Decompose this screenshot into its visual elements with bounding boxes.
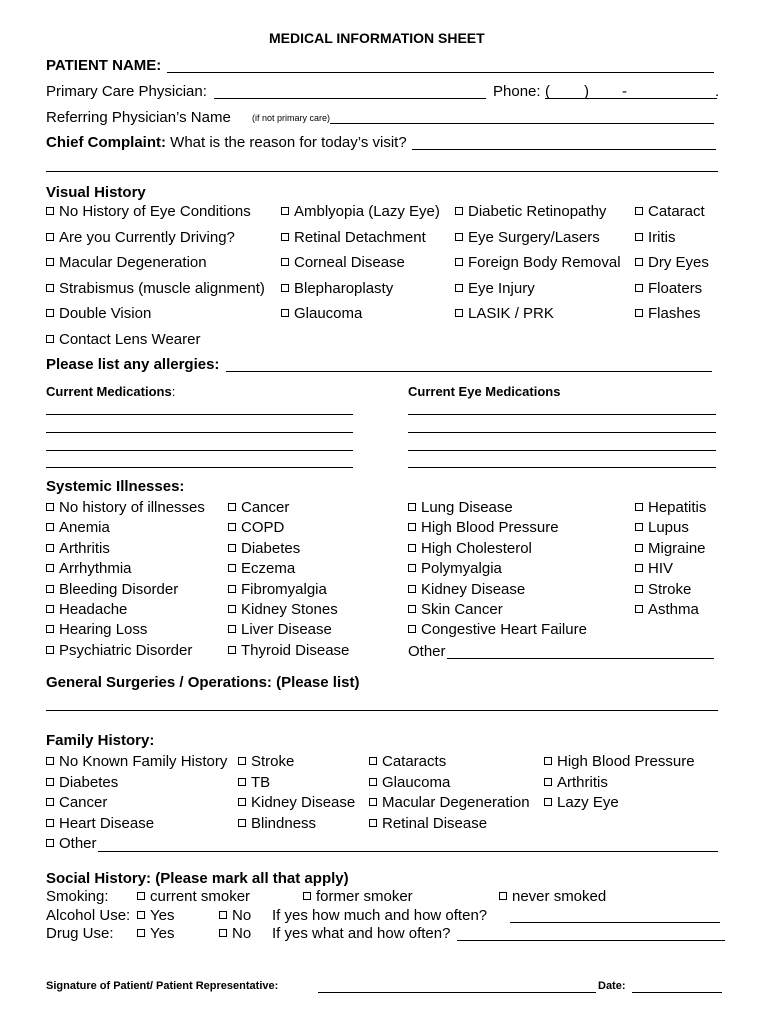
- checkbox-label: Retinal Detachment: [294, 228, 426, 246]
- complaint-field[interactable]: [412, 149, 716, 150]
- checkbox-label: Lupus: [648, 519, 689, 537]
- checkbox-square[interactable]: [46, 284, 54, 292]
- checkbox-square[interactable]: [281, 207, 289, 215]
- checkbox-label: TB: [251, 773, 271, 791]
- smoking-current-checkbox[interactable]: current smoker: [137, 889, 250, 904]
- visual-no-history-of-eye-conditions-checkbox[interactable]: [46, 204, 251, 219]
- checkbox-square[interactable]: [635, 284, 643, 292]
- referring-note: (if not primary care): [252, 113, 331, 123]
- checkbox-square[interactable]: [455, 258, 463, 266]
- checkbox-label: Migraine: [648, 539, 706, 557]
- systemic-eczema-checkbox[interactable]: [228, 561, 295, 576]
- complaint-question: What is the reason for today’s visit?: [170, 134, 407, 151]
- checkbox-square[interactable]: [46, 585, 54, 593]
- family-high-blood-pressure-checkbox[interactable]: [544, 754, 695, 769]
- phone-area-open: (: [545, 83, 550, 100]
- checkbox-label: COPD: [241, 519, 285, 537]
- checkbox-label: Glaucoma: [294, 305, 363, 323]
- alcohol-label: Alcohol Use:: [46, 907, 131, 924]
- phone-area-close: ): [584, 83, 589, 100]
- checkbox-label: Cancer: [59, 794, 108, 812]
- date-label: Date:: [598, 980, 626, 992]
- systemic-kidney-stones-checkbox[interactable]: [228, 602, 338, 617]
- checkbox-label: Anemia: [59, 519, 110, 537]
- checkbox-square[interactable]: [46, 646, 54, 654]
- phone-field[interactable]: [545, 98, 717, 99]
- checkbox-label: Heart Disease: [59, 814, 155, 832]
- checkbox-square[interactable]: [228, 564, 236, 572]
- checkbox-label: Cataracts: [382, 753, 447, 770]
- checkbox-label: Diabetes: [241, 539, 301, 557]
- checkbox-label: Eye Surgery/Lasers: [468, 228, 600, 246]
- checkbox-square[interactable]: [46, 233, 54, 241]
- checkbox-label: Diabetes: [59, 773, 119, 791]
- family-cataracts-checkbox[interactable]: [369, 754, 446, 769]
- visual-cataract-checkbox[interactable]: [635, 204, 705, 219]
- phone-dash: -: [622, 83, 627, 100]
- social-heading: Social History: (Please mark all that apply): [46, 870, 349, 887]
- drug-no-checkbox[interactable]: No: [219, 926, 251, 941]
- drug-yes-checkbox[interactable]: Yes: [137, 926, 174, 941]
- visual-double-vision-checkbox[interactable]: [46, 306, 151, 321]
- checkbox-square[interactable]: [46, 564, 54, 572]
- checkbox-square[interactable]: [544, 798, 552, 806]
- referring-field[interactable]: [330, 123, 714, 124]
- checkbox-label: Congestive Heart Failure: [421, 621, 587, 639]
- checkbox-label: No history of illnesses: [59, 499, 205, 516]
- allergies-label: Please list any allergies:: [46, 356, 220, 373]
- checkbox-square[interactable]: [281, 309, 289, 317]
- checkbox-label: Bleeding Disorder: [59, 580, 179, 598]
- current-medications-colon: :: [171, 384, 176, 399]
- systemic-other-field[interactable]: [447, 658, 714, 659]
- visual-flashes-checkbox[interactable]: [635, 306, 701, 321]
- checkbox-square[interactable]: [408, 544, 416, 552]
- systemic-lupus-checkbox[interactable]: [635, 520, 689, 535]
- checkbox-square[interactable]: [238, 778, 246, 786]
- checkbox-square[interactable]: [238, 798, 246, 806]
- systemic-arrhythmia-checkbox[interactable]: [46, 561, 132, 576]
- checkbox-label: Lazy Eye: [557, 794, 619, 812]
- checkbox-square[interactable]: [369, 798, 377, 806]
- checkbox-square[interactable]: [228, 625, 236, 633]
- checkbox-label: Fibromyalgia: [241, 580, 327, 598]
- checkbox-square[interactable]: [46, 207, 54, 215]
- visual-eye-surgery-lasers-checkbox[interactable]: [455, 230, 600, 245]
- checkbox-label: Thyroid Disease: [241, 641, 350, 659]
- systemic-skin-cancer-checkbox[interactable]: [408, 602, 503, 617]
- checkbox-label: Macular Degeneration: [382, 794, 530, 812]
- systemic-bleeding-disorder-checkbox[interactable]: [46, 582, 178, 597]
- smoking-former-checkbox[interactable]: former smoker: [303, 889, 413, 904]
- visual-lasik-prk-checkbox[interactable]: [455, 306, 554, 321]
- visual-corneal-disease-checkbox[interactable]: [281, 255, 405, 270]
- systemic-congestive-heart-failure-checkbox[interactable]: [408, 622, 587, 637]
- signature-field[interactable]: [318, 992, 596, 993]
- checkbox-square[interactable]: [635, 523, 643, 531]
- visual-are-you-currently-driving-checkbox[interactable]: [46, 230, 235, 245]
- checkbox-label: Polymyalgia: [421, 560, 502, 578]
- checkbox-square[interactable]: [281, 284, 289, 292]
- checkbox-label: Iritis: [648, 228, 676, 246]
- visual-strabismus-muscle-alignment-checkbox[interactable]: [46, 281, 265, 296]
- drug-question: If yes what and how often?: [272, 925, 451, 942]
- checkbox-square[interactable]: [238, 819, 246, 827]
- checkbox-label: Arthritis: [59, 539, 110, 557]
- checkbox-square[interactable]: [635, 233, 643, 241]
- phone-label: Phone:: [493, 83, 541, 100]
- systemic-copd-checkbox[interactable]: [228, 520, 284, 535]
- checkbox-label: Dry Eyes: [648, 254, 709, 272]
- alcohol-yes-checkbox[interactable]: Yes: [137, 908, 174, 923]
- systemic-polymyalgia-checkbox[interactable]: [408, 561, 502, 576]
- systemic-hearing-loss-checkbox[interactable]: [46, 622, 147, 637]
- date-field[interactable]: [632, 992, 722, 993]
- family-cancer-checkbox[interactable]: [46, 795, 107, 810]
- checkbox-label: Blindness: [251, 814, 317, 832]
- checkbox-square[interactable]: [46, 819, 54, 827]
- checkbox-square[interactable]: [46, 839, 54, 847]
- checkbox-square[interactable]: [408, 564, 416, 572]
- checkbox-square[interactable]: [228, 605, 236, 613]
- smoking-never-checkbox[interactable]: never smoked: [499, 889, 606, 904]
- checkbox-label: Cataract: [648, 203, 705, 220]
- checkbox-square[interactable]: [544, 757, 552, 765]
- alcohol-field[interactable]: [510, 922, 720, 923]
- checkbox-label: Stroke: [251, 753, 295, 770]
- checkbox-square[interactable]: [369, 778, 377, 786]
- checkbox-label: Glaucoma: [382, 773, 451, 791]
- family-other-field[interactable]: [98, 851, 718, 852]
- systemic-asthma-checkbox[interactable]: [635, 602, 699, 617]
- checkbox-label: Asthma: [648, 601, 699, 618]
- current-medications-line-2[interactable]: [46, 432, 353, 433]
- checkbox-label: Stroke: [648, 580, 692, 598]
- phone-end: .: [715, 83, 720, 100]
- checkbox-label: No History of Eye Conditions: [59, 203, 251, 220]
- checkbox-square[interactable]: [46, 523, 54, 531]
- page-title: MEDICAL INFORMATION SHEET: [269, 30, 485, 46]
- family-blindness-checkbox[interactable]: [238, 816, 316, 831]
- systemic-anemia-checkbox[interactable]: [46, 520, 110, 535]
- visual-retinal-detachment-checkbox[interactable]: [281, 230, 426, 245]
- checkbox-label: Foreign Body Removal: [468, 254, 621, 272]
- systemic-other-label: Other: [408, 643, 446, 660]
- checkbox-label: Psychiatric Disorder: [59, 641, 193, 659]
- checkbox-label: High Cholesterol: [421, 539, 532, 557]
- systemic-heading: Systemic Illnesses:: [46, 478, 185, 495]
- systemic-no-history-of-illnesses-checkbox[interactable]: [46, 500, 205, 515]
- checkbox-label: Lung Disease: [421, 499, 513, 516]
- systemic-kidney-disease-checkbox[interactable]: [408, 582, 525, 597]
- visual-eye-injury-checkbox[interactable]: [455, 281, 535, 296]
- visual-glaucoma-checkbox[interactable]: [281, 306, 362, 321]
- patient-name-field[interactable]: [167, 72, 714, 73]
- checkbox-label: Amblyopia (Lazy Eye): [294, 203, 440, 220]
- surgeries-label: General Surgeries / Operations: (Please list): [46, 674, 360, 691]
- checkbox-label: Macular Degeneration: [59, 254, 207, 272]
- checkbox-label: Cancer: [241, 499, 290, 516]
- systemic-lung-disease-checkbox[interactable]: [408, 500, 513, 515]
- family-lazy-eye-checkbox[interactable]: [544, 795, 619, 810]
- family-arthritis-checkbox[interactable]: [544, 775, 608, 790]
- checkbox-label: HIV: [648, 560, 674, 578]
- referring-label: Referring Physician’s Name: [46, 109, 231, 126]
- eye-medications-line-4[interactable]: [408, 467, 716, 468]
- checkbox-square[interactable]: [635, 544, 643, 552]
- systemic-headache-checkbox[interactable]: [46, 602, 127, 617]
- systemic-diabetes-checkbox[interactable]: [228, 541, 300, 556]
- current-medications-label: Current Medications: [46, 384, 172, 399]
- drug-field[interactable]: [457, 940, 725, 941]
- checkbox-square[interactable]: [635, 585, 643, 593]
- checkbox-label: Arrhythmia: [59, 560, 132, 578]
- checkbox-label: Strabismus (muscle alignment): [59, 279, 265, 297]
- checkbox-square[interactable]: [455, 233, 463, 241]
- checkbox-square[interactable]: [46, 605, 54, 613]
- checkbox-square[interactable]: [281, 258, 289, 266]
- checkbox-label: Retinal Disease: [382, 814, 488, 832]
- checkbox-square[interactable]: [46, 309, 54, 317]
- current-medications: [46, 385, 175, 398]
- checkbox-square[interactable]: [369, 757, 377, 765]
- complaint-field-2[interactable]: [46, 171, 718, 172]
- systemic-migraine-checkbox[interactable]: [635, 541, 706, 556]
- eye-medications-line-3[interactable]: [408, 450, 716, 451]
- checkbox-square[interactable]: [46, 625, 54, 633]
- systemic-high-cholesterol-checkbox[interactable]: [408, 541, 532, 556]
- checkbox-label: Hepatitis: [648, 499, 707, 516]
- systemic-arthritis-checkbox[interactable]: [46, 541, 110, 556]
- chief-complaint: [46, 135, 407, 150]
- current-medications-line-4[interactable]: [46, 467, 353, 468]
- checkbox-square[interactable]: [408, 605, 416, 613]
- checkbox-label: Headache: [59, 601, 128, 618]
- checkbox-label: Liver Disease: [241, 621, 332, 639]
- current-medications-line-3[interactable]: [46, 450, 353, 451]
- checkbox-label: Contact Lens Wearer: [59, 331, 201, 348]
- current-medications-line-1[interactable]: [46, 414, 353, 415]
- checkbox-square[interactable]: [635, 564, 643, 572]
- systemic-fibromyalgia-checkbox[interactable]: [228, 582, 327, 597]
- checkbox-label: Blepharoplasty: [294, 279, 394, 297]
- checkbox-label: No Known Family History: [59, 753, 228, 770]
- checkbox-square[interactable]: [46, 757, 54, 765]
- family-other-checkbox[interactable]: [46, 836, 97, 851]
- checkbox-label: Other: [59, 835, 97, 853]
- checkbox-square[interactable]: [46, 778, 54, 786]
- family-kidney-disease-checkbox[interactable]: [238, 795, 355, 810]
- alcohol-question: If yes how much and how often?: [272, 907, 488, 924]
- checkbox-square[interactable]: [369, 819, 377, 827]
- checkbox-square[interactable]: [635, 503, 643, 511]
- checkbox-square[interactable]: [46, 335, 54, 343]
- checkbox-square[interactable]: [281, 233, 289, 241]
- systemic-hepatitis-checkbox[interactable]: [635, 500, 706, 515]
- checkbox-square[interactable]: [635, 207, 643, 215]
- checkbox-square[interactable]: [408, 625, 416, 633]
- checkbox-square[interactable]: [228, 503, 236, 511]
- checkbox-label: Kidney Disease: [421, 580, 526, 598]
- checkbox-square[interactable]: [228, 544, 236, 552]
- checkbox-label: Eczema: [241, 560, 296, 578]
- family-macular-degeneration-checkbox[interactable]: [369, 795, 530, 810]
- smoking-label: Smoking:: [46, 888, 109, 905]
- eye-medications-line-1[interactable]: [408, 414, 716, 415]
- checkbox-label: LASIK / PRK: [468, 305, 554, 323]
- checkbox-label: Kidney Disease: [251, 794, 356, 812]
- checkbox-label: Eye Injury: [468, 279, 535, 297]
- checkbox-square[interactable]: [228, 646, 236, 654]
- checkbox-square[interactable]: [544, 778, 552, 786]
- eye-medications-line-2[interactable]: [408, 432, 716, 433]
- checkbox-square[interactable]: [46, 503, 54, 511]
- visual-dry-eyes-checkbox[interactable]: [635, 255, 709, 270]
- checkbox-label: Flashes: [648, 305, 701, 323]
- systemic-stroke-checkbox[interactable]: [635, 582, 691, 597]
- visual-floaters-checkbox[interactable]: [635, 281, 702, 296]
- checkbox-label: Skin Cancer: [421, 601, 503, 618]
- signature-label: Signature of Patient/ Patient Representative:: [46, 980, 279, 992]
- family-glaucoma-checkbox[interactable]: [369, 775, 450, 790]
- pcp-label: Primary Care Physician:: [46, 83, 207, 100]
- eye-medications-label: Current Eye Medications: [408, 384, 561, 399]
- checkbox-label: Double Vision: [59, 305, 152, 323]
- checkbox-square[interactable]: [455, 309, 463, 317]
- family-diabetes-checkbox[interactable]: [46, 775, 118, 790]
- complaint-label: Chief Complaint:: [46, 134, 166, 151]
- checkbox-square[interactable]: [635, 605, 643, 613]
- family-stroke-checkbox[interactable]: [238, 754, 294, 769]
- checkbox-square[interactable]: [455, 207, 463, 215]
- checkbox-square[interactable]: [635, 258, 643, 266]
- family-heading: Family History:: [46, 732, 155, 749]
- checkbox-label: Diabetic Retinopathy: [468, 203, 607, 220]
- family-no-known-family-history-checkbox[interactable]: [46, 754, 227, 769]
- checkbox-square[interactable]: [408, 503, 416, 511]
- family-retinal-disease-checkbox[interactable]: [369, 816, 487, 831]
- systemic-liver-disease-checkbox[interactable]: [228, 622, 332, 637]
- visual-diabetic-retinopathy-checkbox[interactable]: [455, 204, 606, 219]
- visual-blepharoplasty-checkbox[interactable]: [281, 281, 393, 296]
- checkbox-label: Are you Currently Driving?: [59, 228, 235, 246]
- visual-macular-degeneration-checkbox[interactable]: [46, 255, 207, 270]
- checkbox-square[interactable]: [238, 757, 246, 765]
- drug-label: Drug Use:: [46, 925, 114, 942]
- alcohol-no-checkbox[interactable]: No: [219, 908, 251, 923]
- checkbox-square[interactable]: [408, 585, 416, 593]
- visual-contact-lens-wearer-checkbox[interactable]: [46, 332, 200, 347]
- surgeries-field[interactable]: [46, 710, 718, 711]
- allergies-field[interactable]: [226, 371, 712, 372]
- systemic-cancer-checkbox[interactable]: [228, 500, 289, 515]
- checkbox-label: High Blood Pressure: [557, 753, 695, 770]
- checkbox-label: Arthritis: [557, 773, 608, 791]
- systemic-psychiatric-disorder-checkbox[interactable]: [46, 643, 192, 658]
- visual-amblyopia-lazy-eye-checkbox[interactable]: [281, 204, 440, 219]
- checkbox-square[interactable]: [455, 284, 463, 292]
- checkbox-square[interactable]: [46, 798, 54, 806]
- checkbox-square[interactable]: [46, 544, 54, 552]
- checkbox-square[interactable]: [228, 523, 236, 531]
- checkbox-label: Floaters: [648, 279, 703, 297]
- checkbox-square[interactable]: [408, 523, 416, 531]
- family-heart-disease-checkbox[interactable]: [46, 816, 154, 831]
- systemic-hiv-checkbox[interactable]: [635, 561, 673, 576]
- patient-name-label: PATIENT NAME:: [46, 57, 162, 74]
- checkbox-label: Kidney Stones: [241, 601, 338, 618]
- family-tb-checkbox[interactable]: [238, 775, 270, 790]
- checkbox-square[interactable]: [635, 309, 643, 317]
- systemic-thyroid-disease-checkbox[interactable]: [228, 643, 349, 658]
- checkbox-label: Corneal Disease: [294, 254, 405, 272]
- visual-history-heading: Visual History: [46, 184, 146, 201]
- pcp-field[interactable]: [214, 98, 486, 99]
- checkbox-square[interactable]: [228, 585, 236, 593]
- checkbox-label: High Blood Pressure: [421, 519, 559, 537]
- visual-foreign-body-removal-checkbox[interactable]: [455, 255, 621, 270]
- visual-iritis-checkbox[interactable]: [635, 230, 676, 245]
- checkbox-square[interactable]: [46, 258, 54, 266]
- systemic-high-blood-pressure-checkbox[interactable]: [408, 520, 559, 535]
- checkbox-label: Hearing Loss: [59, 621, 148, 639]
